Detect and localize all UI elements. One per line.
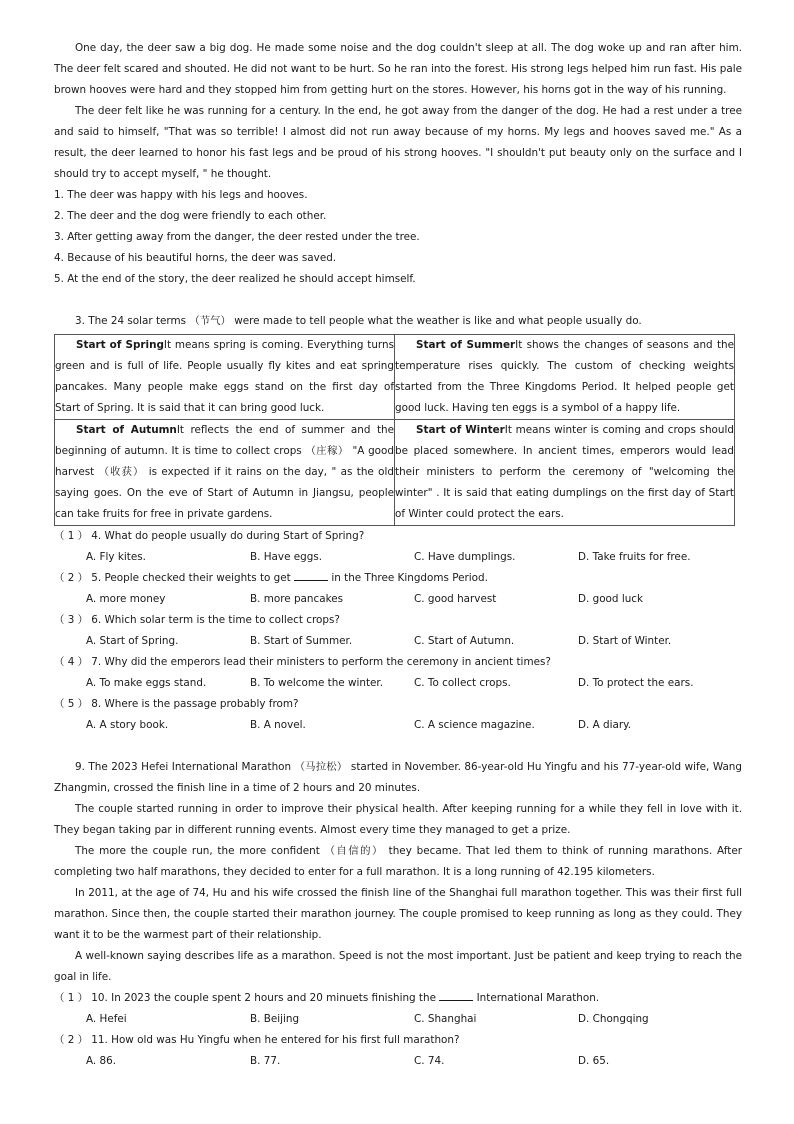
question-8-options — [54, 715, 742, 736]
statement-4: 4. Because of his beautiful horns, the deer was saved. — [54, 252, 337, 264]
question-10-stem — [54, 988, 742, 1009]
question-10-options — [54, 1009, 742, 1030]
answer-blank[interactable] — [439, 988, 473, 1001]
option-d[interactable]: D. Take fruits for free. — [578, 551, 691, 563]
question-6-stem: （ 3 ） 6. Which solar term is the time to collect crops? — [54, 614, 340, 626]
cell-text: It means winter is coming and crops should be placed somewhere. In ancient times, emperors would lead their ministers to perform the ceremony of "welcoming the winter" . It is said that eating dumplings on the first day of Start of Winter could protect the ears. — [395, 424, 734, 520]
option-a[interactable]: A. Hefei — [86, 1013, 127, 1025]
passage3-paragraph-5: A well-known saying describes life as a marathon. Speed is not the most important. Just be patient and keep trying to reach the goal in life. — [54, 950, 742, 983]
option-a[interactable]: A. more money — [86, 593, 166, 605]
question-5-stem — [54, 568, 742, 589]
statement-3: 3. After getting away from the danger, the deer rested under the tree. — [54, 231, 420, 243]
cell-start-of-spring — [55, 335, 395, 420]
passage3-paragraph-4: In 2011, at the age of 74, Hu and his wife crossed the finish line of the Shanghai full marathon together. This was their first full marathon. Since then, the couple started their marathon journey. The couple promised to keep running as long as they could. They want it to be the warmest part of their relationship. — [54, 887, 742, 941]
option-b[interactable]: B. Have eggs. — [250, 551, 323, 563]
question-5-stem-after: in the Three Kingdoms Period. — [328, 572, 488, 584]
option-a[interactable]: A. Fly kites. — [86, 551, 146, 563]
option-b[interactable]: B. Beijing — [250, 1013, 300, 1025]
cell-start-of-winter — [395, 420, 735, 526]
passage1-paragraph-1: One day, the deer saw a big dog. He made some noise and the dog couldn't sleep at all. The dog woke up and ran after him. The deer felt scared and shouted. He did not want to be hurt. So he ran into the forest. His strong legs helped him run fast. His pale brown hooves were hard and they stopped him from getting hurt on the stores. However, his horns got in the way of his running. — [54, 42, 742, 96]
cell-title: Start of Summer — [416, 339, 516, 351]
option-a[interactable]: A. A story book. — [86, 719, 169, 731]
cell-start-of-autumn — [55, 420, 395, 526]
statement-1: 1. The deer was happy with his legs and hooves. — [54, 189, 308, 201]
cell-title: Start of Autumn — [76, 424, 177, 436]
question-4-stem: （ 1 ） 4. What do people usually do during Start of Spring? — [54, 530, 365, 542]
passage3-paragraph-3: The more the couple run, the more confident （自信的） they became. That led them to think of running marathons. After completing two half marathons, they decided to enter for a full marathon. It is a long running of 42.195 kilometers. — [54, 845, 742, 878]
option-b[interactable]: B. 77. — [250, 1055, 281, 1067]
option-c[interactable]: C. A science magazine. — [414, 719, 535, 731]
question-6-options — [54, 631, 742, 652]
option-c[interactable]: C. good harvest — [414, 593, 497, 605]
answer-blank[interactable] — [294, 568, 328, 581]
cell-title: Start of Spring — [76, 339, 164, 351]
option-d[interactable]: D. 65. — [578, 1055, 610, 1067]
cell-text: It means spring is coming. Everything turns green and is full of life. People usually fly kites and eat spring pancakes. Many people make eggs stand on the first day of Start of Spring. It is said that it can bring good luck. — [55, 339, 394, 414]
question-4-options — [54, 547, 742, 568]
option-b[interactable]: B. A novel. — [250, 719, 306, 731]
passage3-paragraph-2: The couple started running in order to improve their physical health. After keeping running for a while they fell in love with it. They began taking par in different running events. Almost every time they managed to get a prize. — [54, 803, 742, 836]
option-c[interactable]: C. Shanghai — [414, 1013, 477, 1025]
question-10-stem-after: International Marathon. — [473, 992, 600, 1004]
option-c[interactable]: C. 74. — [414, 1055, 445, 1067]
cell-text: It reflects the end of summer and the beginning of autumn. It is time to collect crops （庄稼） "A good harvest （收获） is expected if it rains on the day, " as the old saying goes. On the eve of Start of Autumn in Jiangsu, people can take fruits for free in private gardens. — [55, 424, 395, 520]
question-5-stem-before: （ 2 ） 5. People checked their weights to get — [54, 572, 295, 584]
question-8-stem: （ 5 ） 8. Where is the passage probably from? — [54, 698, 299, 710]
question-11-stem: （ 2 ） 11. How old was Hu Yingfu when he entered for his first full marathon? — [54, 1034, 460, 1046]
statement-5: 5. At the end of the story, the deer realized he should accept himself. — [54, 273, 416, 285]
option-c[interactable]: C. Start of Autumn. — [414, 635, 515, 647]
statement-2: 2. The deer and the dog were friendly to each other. — [54, 210, 327, 222]
passage2-intro: 3. The 24 solar terms （节气） were made to tell people what the weather is like and what people usually do. — [75, 315, 642, 327]
option-c[interactable]: C. Have dumplings. — [414, 551, 516, 563]
question-11-options — [54, 1051, 742, 1072]
option-b[interactable]: B. more pancakes — [250, 593, 344, 605]
passage1-paragraph-2: The deer felt like he was running for a century. In the end, he got away from the danger of the dog. He had a rest under a tree and said to himself, "That was so terrible! I almost did not run away because of my horns. My legs and hooves saved me." As a result, the deer learned to honor his fast legs and be proud of his strong hooves. "I shouldn't put beauty only on the surface and I should try to accept myself, " he thought. — [54, 105, 742, 180]
cell-start-of-summer — [395, 335, 735, 420]
option-d[interactable]: D. To protect the ears. — [578, 677, 694, 689]
option-b[interactable]: B. To welcome the winter. — [250, 677, 384, 689]
question-7-stem: （ 4 ） 7. Why did the emperors lead their ministers to perform the ceremony in ancient times? — [54, 656, 551, 668]
option-b[interactable]: B. Start of Summer. — [250, 635, 353, 647]
cell-title: Start of Winter — [416, 424, 505, 436]
option-c[interactable]: C. To collect crops. — [414, 677, 511, 689]
option-a[interactable]: A. Start of Spring. — [86, 635, 179, 647]
option-d[interactable]: D. A diary. — [578, 719, 632, 731]
cell-text: It shows the changes of seasons and the temperature rises quickly. The custom of checking weights started from the Three Kingdoms Period. It helped people get good luck. Having ten eggs is a symbol of a happy life. — [395, 339, 734, 414]
option-d[interactable]: D. Chongqing — [578, 1013, 649, 1025]
question-5-options — [54, 589, 742, 610]
option-a[interactable]: A. To make eggs stand. — [86, 677, 207, 689]
worksheet-page — [54, 38, 742, 1072]
question-10-stem-before: （ 1 ） 10. In 2023 the couple spent 2 hours and 20 minuets finishing the — [54, 992, 440, 1004]
question-7-options — [54, 673, 742, 694]
passage3-paragraph-1: 9. The 2023 Hefei International Marathon （马拉松） started in November. 86-year-old Hu Yingfu and his 77-year-old wife, Wang Zhangmin, crossed the finish line in a time of 2 hours and 20 minutes. — [54, 761, 742, 794]
option-d[interactable]: D. good luck — [578, 593, 644, 605]
solar-terms-table — [54, 334, 735, 526]
option-a[interactable]: A. 86. — [86, 1055, 117, 1067]
option-d[interactable]: D. Start of Winter. — [578, 635, 672, 647]
